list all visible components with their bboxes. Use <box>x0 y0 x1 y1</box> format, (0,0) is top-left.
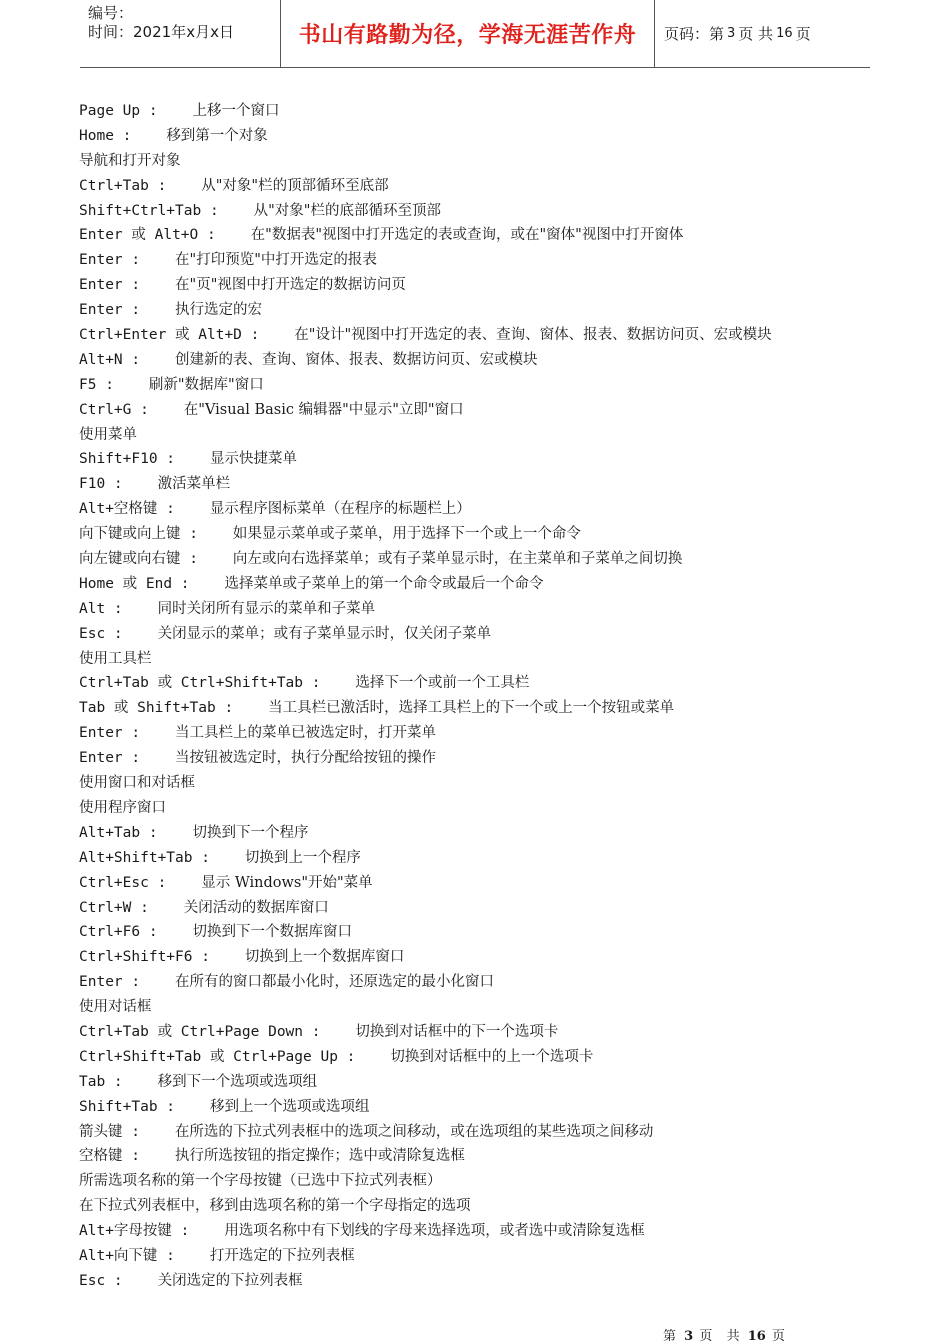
shortcut-line <box>79 522 869 547</box>
footer-mid: 页 共 <box>699 1329 742 1344</box>
footer-suffix: 页 <box>771 1329 787 1344</box>
shortcut-key: Ctrl+W <box>79 899 132 916</box>
page-current: 3 <box>727 26 736 41</box>
shortcut-description: 向左或向右选择菜单；或有子菜单显示时，在主菜单和子菜单之间切换 <box>232 551 683 568</box>
header-meta-cell <box>80 0 281 67</box>
shortcut-line <box>79 696 869 721</box>
shortcut-separator: : <box>157 1247 210 1264</box>
shortcut-key: Ctrl+Tab 或 Ctrl+Page Down <box>79 1023 304 1040</box>
shortcut-key: Ctrl+G <box>79 401 132 418</box>
shortcut-separator: : <box>241 327 295 344</box>
shortcut-description: 移到下一个选项或选项组 <box>157 1073 318 1090</box>
shortcut-key: Enter <box>79 725 123 742</box>
shortcut-key: F10 <box>79 476 106 493</box>
shortcut-separator: : <box>180 551 233 568</box>
shortcut-separator: : <box>140 824 193 841</box>
section-heading: 使用工具栏 <box>79 650 152 667</box>
shortcut-key: Esc <box>79 625 106 642</box>
shortcut-key: 向下键或向上键 <box>79 526 181 543</box>
shortcut-key: Esc <box>79 1272 106 1289</box>
shortcut-description: 在所有的窗口都最小化时，还原选定的最小化窗口 <box>175 974 495 991</box>
shortcut-separator: : <box>131 899 184 916</box>
shortcut-description: 从"对象"栏的底部循环至顶部 <box>253 202 441 219</box>
shortcut-description: 在"打印预览"中打开选定的报表 <box>175 252 377 269</box>
shortcut-description: 关闭选定的下拉列表框 <box>157 1272 303 1289</box>
time-line <box>88 23 280 42</box>
shortcut-key: Alt+向下键 <box>79 1247 158 1264</box>
shortcut-description: 移到上一个选项或选项组 <box>209 1098 370 1115</box>
shortcut-separator: : <box>122 277 176 294</box>
shortcut-line <box>79 945 869 970</box>
shortcut-separator: : <box>105 625 158 642</box>
shortcut-description: 选择菜单或子菜单上的第一个命令或最后一个命令 <box>224 575 544 592</box>
section-heading: 在下拉式列表框中，移到由选项名称的第一个字母指定的选项 <box>79 1198 471 1215</box>
shortcut-separator: : <box>140 924 193 941</box>
shortcut-description: 用选项名称中有下划线的字母来选择选项，或者选中或清除复选框 <box>224 1223 645 1240</box>
shortcut-line <box>79 1020 869 1045</box>
shortcut-key: Alt+空格键 <box>79 501 158 518</box>
page-suffix: 页 <box>795 25 811 43</box>
footer-prefix: 第 <box>663 1329 679 1344</box>
shortcut-line <box>79 348 869 373</box>
document-body <box>79 99 869 1294</box>
shortcut-key: Ctrl+Enter 或 Alt+D <box>79 327 242 344</box>
shortcut-separator: : <box>303 675 356 692</box>
shortcut-line <box>79 124 869 149</box>
shortcut-key: Enter <box>79 750 123 767</box>
shortcut-separator: : <box>148 874 202 891</box>
shortcut-key: Ctrl+Esc <box>79 874 149 891</box>
shortcut-line <box>79 547 869 572</box>
page-prefix: 页码：第 <box>664 25 725 43</box>
shortcut-description: 在"数据表"视图中打开选定的表或查询，或在"窗体"视图中打开窗体 <box>250 227 684 244</box>
section-heading: 使用对话框 <box>79 999 152 1016</box>
section-heading: 使用菜单 <box>79 426 137 443</box>
shortcut-line <box>79 821 869 846</box>
shortcut-key: Enter <box>79 277 123 294</box>
serial-label: 编号： <box>88 4 134 22</box>
header-page-indicator <box>655 0 870 67</box>
shortcut-separator: : <box>122 1148 175 1165</box>
shortcut-line <box>79 1144 869 1169</box>
time-label: 时间： <box>88 23 134 41</box>
shortcut-separator: : <box>96 376 149 393</box>
shortcut-description: 在"页"视图中打开选定的数据访问页 <box>175 277 406 294</box>
shortcut-separator: : <box>148 177 202 194</box>
shortcut-separator: : <box>337 1048 391 1065</box>
shortcut-separator: : <box>140 103 193 119</box>
shortcut-key: Alt <box>79 600 106 617</box>
shortcut-separator: : <box>113 127 167 144</box>
shortcut-line <box>79 970 869 995</box>
section-heading: 使用窗口和对话框 <box>79 775 195 792</box>
section-heading: 所需选项名称的第一个字母按键（已选中下拉式列表框） <box>79 1173 442 1190</box>
shortcut-description: 当工具栏已激活时，选择工具栏上的下一个或上一个按钮或菜单 <box>268 700 675 717</box>
shortcut-description: 切换到下一个程序 <box>192 824 309 841</box>
shortcut-key: Ctrl+Tab 或 Ctrl+Shift+Tab <box>79 675 304 692</box>
shortcut-description: 创建新的表、查询、窗体、报表、数据访问页、宏或模块 <box>175 351 538 368</box>
shortcut-description: 从"对象"栏的顶部循环至底部 <box>201 177 389 194</box>
page-mid: 页 共 <box>738 25 774 43</box>
shortcut-line <box>79 497 869 522</box>
shortcut-key: Ctrl+Tab <box>79 177 149 194</box>
shortcut-key: Shift+Tab <box>79 1098 158 1115</box>
shortcut-separator: : <box>180 526 233 543</box>
shortcut-key: Enter <box>79 302 123 319</box>
shortcut-description: 切换到对话框中的上一个选项卡 <box>390 1048 594 1065</box>
shortcut-separator: : <box>157 451 210 468</box>
shortcut-line <box>79 472 869 497</box>
section-heading: 导航和打开对象 <box>79 152 181 169</box>
shortcut-key: Enter <box>79 974 123 991</box>
shortcut-description: 如果显示菜单或子菜单，用于选择下一个或上一个命令 <box>232 526 581 543</box>
shortcut-description: 刷新"数据库"窗口 <box>148 376 264 393</box>
shortcut-separator: : <box>192 849 245 866</box>
shortcut-description: 打开选定的下拉列表框 <box>209 1247 355 1264</box>
shortcut-description: 激活菜单栏 <box>157 476 231 493</box>
shortcut-key: Alt+字母按键 <box>79 1223 172 1240</box>
footer-total: 16 <box>747 1329 766 1344</box>
shortcut-key: Alt+N <box>79 351 123 368</box>
shortcut-description: 显示 Windows"开始"菜单 <box>201 874 373 891</box>
shortcut-separator: : <box>122 725 176 742</box>
header-motto: 书山有路勤为径，学海无涯苦作舟 <box>281 0 655 67</box>
shortcut-separator: : <box>215 700 269 717</box>
shortcut-line <box>79 248 869 273</box>
shortcut-separator: : <box>303 1023 356 1040</box>
shortcut-separator: : <box>122 252 176 269</box>
shortcut-line <box>79 1219 869 1244</box>
shortcut-line <box>79 721 869 746</box>
shortcut-description: 在"Visual Basic 编辑器"中显示"立即"窗口 <box>183 401 464 418</box>
shortcut-line <box>79 871 869 896</box>
shortcut-description: 关闭显示的菜单；或有子菜单显示时，仅关闭子菜单 <box>157 625 492 642</box>
shortcut-key: 空格键 <box>79 1148 123 1165</box>
shortcut-separator: : <box>171 1223 225 1240</box>
shortcut-description: 选择下一个或前一个工具栏 <box>355 675 530 692</box>
shortcut-line <box>79 1070 869 1095</box>
shortcut-key: Tab 或 Shift+Tab <box>79 700 216 717</box>
shortcut-separator: : <box>198 227 251 244</box>
shortcut-line <box>79 1095 869 1120</box>
shortcut-key: Ctrl+F6 <box>79 924 141 941</box>
shortcut-line <box>79 447 869 472</box>
shortcut-line <box>79 223 869 248</box>
shortcut-key: Ctrl+Shift+Tab 或 Ctrl+Page Up <box>79 1048 338 1065</box>
shortcut-description: 当工具栏上的菜单已被选定时，打开菜单 <box>175 725 437 742</box>
shortcut-line <box>79 1045 869 1070</box>
shortcut-key: Alt+Tab <box>79 824 141 841</box>
shortcut-line <box>79 99 869 124</box>
shortcut-key: Enter 或 Alt+O <box>79 227 199 244</box>
shortcut-line <box>79 199 869 224</box>
section-heading: 使用程序窗口 <box>79 799 166 816</box>
shortcut-description: 切换到对话框中的下一个选项卡 <box>355 1023 559 1040</box>
shortcut-separator: : <box>122 974 176 991</box>
shortcut-description: 切换到上一个数据库窗口 <box>244 949 405 966</box>
shortcut-line <box>79 671 869 696</box>
shortcut-description: 显示程序图标菜单（在程序的标题栏上） <box>209 501 471 518</box>
shortcut-line <box>79 920 869 945</box>
shortcut-separator: : <box>122 351 176 368</box>
shortcut-separator: : <box>192 949 245 966</box>
page-footer <box>663 1325 787 1344</box>
shortcut-description: 在"设计"视图中打开选定的表、查询、窗体、报表、数据访问页、宏或模块 <box>294 327 772 344</box>
shortcut-line <box>79 746 869 771</box>
shortcut-description: 显示快捷菜单 <box>209 451 297 468</box>
shortcut-line <box>79 597 869 622</box>
shortcut-description: 当按钮被选定时，执行分配给按钮的操作 <box>175 750 437 767</box>
shortcut-line <box>79 622 869 647</box>
shortcut-key: Tab <box>79 1073 106 1090</box>
shortcut-separator: : <box>172 575 225 592</box>
shortcut-description: 执行所选按钮的指定操作；选中或清除复选框 <box>174 1148 465 1165</box>
shortcut-key: 向左键或向右键 <box>79 551 181 568</box>
shortcut-description: 移到第一个对象 <box>166 127 268 144</box>
shortcut-line <box>79 323 869 348</box>
shortcut-key: Shift+Ctrl+Tab <box>79 202 202 219</box>
shortcut-line <box>79 398 869 423</box>
shortcut-key: F5 <box>79 376 97 393</box>
shortcut-separator: : <box>105 476 158 493</box>
shortcut-line <box>79 1244 869 1269</box>
shortcut-line <box>79 273 869 298</box>
shortcut-line <box>79 846 869 871</box>
shortcut-line <box>79 1269 869 1294</box>
shortcut-separator: : <box>122 750 176 767</box>
shortcut-description: 同时关闭所有显示的菜单和子菜单 <box>157 600 376 617</box>
shortcut-line <box>79 572 869 597</box>
shortcut-description: 上移一个窗口 <box>192 103 280 119</box>
shortcut-separator: : <box>157 1098 210 1115</box>
shortcut-separator: : <box>105 1272 158 1289</box>
shortcut-line <box>79 174 869 199</box>
footer-current: 3 <box>684 1329 694 1344</box>
shortcut-line <box>79 298 869 323</box>
shortcut-key: 箭头键 <box>79 1123 123 1140</box>
shortcut-separator: : <box>105 1073 158 1090</box>
shortcut-description: 在所选的下拉式列表框中的选项之间移动，或在选项组的某些选项之间移动 <box>174 1123 654 1140</box>
page-total: 16 <box>776 26 793 41</box>
shortcut-separator: : <box>105 600 158 617</box>
shortcut-key: Home <box>79 127 114 144</box>
shortcut-key: Page Up <box>79 103 141 119</box>
shortcut-key: Home 或 End <box>79 575 173 592</box>
shortcut-key: Enter <box>79 252 123 269</box>
shortcut-description: 切换到下一个数据库窗口 <box>192 924 352 941</box>
shortcut-description: 执行选定的宏 <box>175 302 263 319</box>
shortcut-key: Shift+F10 <box>79 451 158 468</box>
shortcut-line <box>79 373 869 398</box>
shortcut-separator: : <box>122 302 176 319</box>
time-value: 2021年x月x日 <box>133 23 234 41</box>
shortcut-line <box>79 1120 869 1145</box>
shortcut-line <box>79 896 869 921</box>
shortcut-separator: : <box>201 202 254 219</box>
shortcut-separator: : <box>157 501 210 518</box>
shortcut-description: 关闭活动的数据库窗口 <box>183 899 329 916</box>
shortcut-description: 切换到上一个程序 <box>244 849 361 866</box>
shortcut-separator: : <box>122 1123 175 1140</box>
page-header <box>80 0 870 68</box>
shortcut-key: Alt+Shift+Tab <box>79 849 193 866</box>
shortcut-key: Ctrl+Shift+F6 <box>79 949 193 966</box>
shortcut-separator: : <box>131 401 184 418</box>
